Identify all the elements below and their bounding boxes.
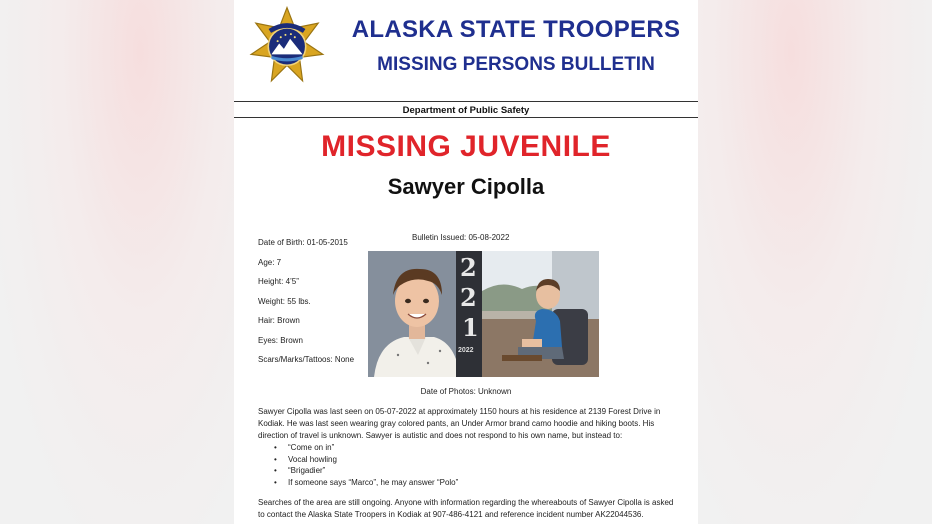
year-digit-3: 1 — [462, 313, 479, 342]
fact-scars-marks-tattoos: Scars/Marks/Tattoos: None — [258, 355, 355, 364]
photo-year-banner — [456, 251, 482, 377]
person-facts — [258, 238, 354, 375]
list-item: • Vocal howling — [274, 454, 674, 466]
fact-height: Height: 4’5” — [258, 277, 299, 286]
list-item: • If someone says “Marco”, he may answer “Polo” — [274, 477, 674, 489]
seated-boy-photo — [482, 251, 599, 377]
trooper-badge-logo — [248, 6, 326, 84]
fact-hair: Hair: Brown — [258, 316, 300, 325]
list-item: • “Come on in” — [274, 442, 674, 454]
year-digit-2: 2 — [460, 283, 477, 312]
missing-headline: MISSING JUVENILE — [321, 130, 611, 163]
person-name: Sawyer Cipolla — [387, 174, 545, 199]
bulletin-type-title: MISSING PERSONS BULLETIN — [377, 54, 655, 75]
bulletin-document — [234, 0, 698, 524]
year-label: 2022 — [458, 347, 474, 354]
photo-caption: Date of Photos: Unknown — [420, 387, 512, 396]
background-left — [0, 0, 234, 524]
fact-date-of-birth: Date of Birth: 01-05-2015 — [258, 238, 348, 247]
department-label: Department of Public Safety — [402, 105, 530, 116]
agency-title: ALASKA STATE TROOPERS — [351, 16, 681, 43]
header-divider-top — [234, 101, 698, 102]
fact-weight: Weight: 55 lbs. — [258, 296, 311, 306]
fact-eyes: Eyes: Brown — [258, 335, 303, 345]
list-item: • “Brigadier” — [274, 465, 674, 477]
year-digit-1: 2 — [460, 253, 477, 282]
bulletin-issued-date: Bulletin Issued: 05-08-2022 — [412, 233, 510, 242]
responds-to-list — [274, 442, 674, 489]
background-right — [698, 0, 932, 524]
fact-age: Age: 7 — [258, 257, 282, 267]
header-divider-bottom — [234, 117, 698, 118]
description-paragraph: Sawyer Cipolla was last seen on 05-07-2022 at approximately 1150 hours at his residence at 2139 Forest Drive in Kodiak. He was last seen wearing gray colored pants, an Under Armor brand camo hoodie and hiking boots. His direction of travel is unknown. Sawyer is autistic and does not respond to his own name, but instead to: — [258, 407, 661, 441]
contact-paragraph: Searches of the area are still ongoing. Anyone with information regarding the whereabouts of Sawyer Cipolla is asked to contact the Alaska State Troopers in Kodiak at 907-486-4121 and reference incident number AK22044536. — [258, 498, 674, 520]
